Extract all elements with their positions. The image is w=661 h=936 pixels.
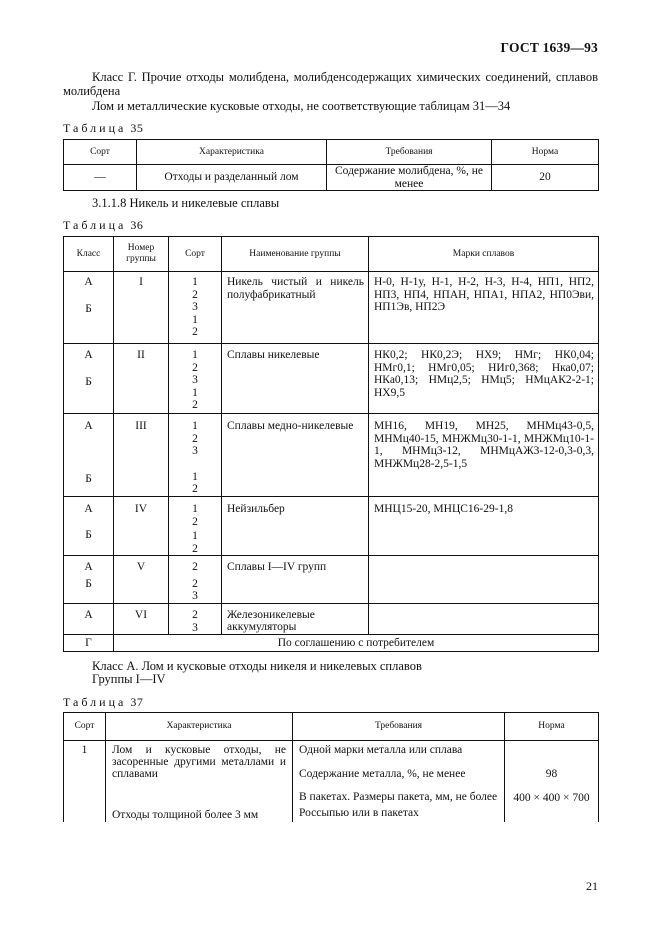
- t37-norm-cell: [505, 741, 599, 822]
- t37-requirements-cell: [293, 741, 505, 822]
- t36-sort-b-2: 2: [192, 326, 198, 338]
- t36-class-g: Г: [64, 635, 114, 652]
- t36-group-number: II: [114, 344, 169, 414]
- t36-row-group-6: [64, 604, 599, 635]
- t36-class-a: А: [84, 561, 93, 573]
- t36-sort-a-3: 3: [192, 445, 198, 457]
- t36-sort-a-2: 2: [192, 432, 198, 445]
- t36-class-a: А: [84, 276, 93, 288]
- t36-sort-b-1: 1: [192, 386, 198, 399]
- t36-sort-a-1: 2: [192, 561, 198, 573]
- t36-grades: МН16, МН19, МН25, МНМц43-0,5, МНМц40-15, МНЖМц30-1-1, МНЖМц10-1-1, МНМц3-12, МНМцАЖ3-12-0,3-0,3, МНЖМц28-2,5-1,5: [369, 414, 599, 497]
- t36-sort-a-2: 2: [192, 361, 198, 374]
- table-35-caption-number: 35: [130, 121, 144, 135]
- t36-sort-b-2: 2: [192, 483, 198, 495]
- t37-req-bulk: Россыпью или в пакетах: [299, 806, 419, 819]
- class-g-paragraph: Класс Г. Прочие отходы молибдена, молибденсодержащих химических соединений, сплавов молибдена: [63, 70, 598, 98]
- t36-grades: [369, 556, 599, 604]
- t37-norm-package: 400 × 400 × 700: [513, 791, 590, 804]
- t36-group-name: Сплавы никелевые: [222, 344, 369, 414]
- t36-group-name: Сплавы I—IV групп: [222, 556, 369, 604]
- t37-header-requirements: Требования: [293, 713, 505, 741]
- t36-sort-a-1: 1: [192, 420, 198, 432]
- t37-header-sort: Сорт: [64, 713, 106, 741]
- t36-sort-b-1: 2: [192, 577, 198, 590]
- t37-header-characteristic: Характеристика: [106, 713, 293, 741]
- t36-class-cell: [64, 497, 114, 556]
- t36-row-group-5: [64, 556, 599, 604]
- t37-sort-cell: 1: [64, 741, 106, 822]
- section-title: 3.1.1.8 Никель и никелевые сплавы: [92, 196, 280, 210]
- t36-sorts-cell: [169, 497, 222, 556]
- t36-sort-a-2: 2: [192, 288, 198, 301]
- table-36-caption-number: 36: [130, 218, 144, 232]
- t36-sorts-cell: [169, 604, 222, 635]
- t36-class-cell: [64, 414, 114, 497]
- t36-consumer-agreement: По соглашению с потребителем: [114, 635, 599, 652]
- t36-sort-b-1: 1: [192, 470, 198, 483]
- t36-sort-a-1: 1: [192, 276, 198, 288]
- t36-row-group-3: [64, 414, 599, 497]
- table-37-caption-number: 37: [130, 695, 144, 709]
- t36-class-b: Б: [85, 577, 92, 590]
- t36-grades: [369, 604, 599, 635]
- t36-group-number: III: [114, 414, 169, 497]
- t36-header-group: [114, 237, 169, 272]
- t36-header-grades: Марки сплавов: [369, 237, 599, 272]
- t36-group-number: VI: [114, 604, 169, 635]
- t37-header-norm: Норма: [505, 713, 599, 741]
- t36-row-class-g: [64, 635, 599, 652]
- t36-sort-a-1: 1: [192, 503, 198, 515]
- t37-req-single-grade: Одной марки металла или сплава: [299, 744, 463, 756]
- t36-sort-a-3: 3: [192, 374, 198, 386]
- t36-row-group-1: [64, 272, 599, 344]
- t37-req-package-size: В пакетах. Размеры пакета, мм, не более: [299, 791, 498, 803]
- t35-header-sort: Сорт: [64, 140, 137, 165]
- t36-sort-a-2: 2: [192, 515, 198, 528]
- t36-class-a: А: [84, 420, 93, 432]
- t36-class-b: Б: [85, 472, 92, 485]
- t36-grades: НК0,2; НК0,2Э; НХ9; НМг; НК0,04; НМг0,1; НМг0,05; НИг0,368; Нка0,07; НКа0,13; НМц2,5; НМц5; НМцАК2-2-1; НХ9,5: [369, 344, 599, 414]
- t35-header-requirements: Требования: [327, 140, 492, 165]
- t36-class-cell: [64, 272, 114, 344]
- t35-cell-characteristic: Отходы и разделанный лом: [137, 165, 327, 191]
- t36-sort-a-3: 3: [192, 301, 198, 313]
- t35-cell-norm: 20: [492, 165, 599, 191]
- t36-class-a: А: [84, 349, 93, 361]
- t37-char-scrap: Лом и кусковые отходы, не засоренные другими металлами и сплавами: [112, 744, 286, 780]
- t36-group-number: V: [114, 556, 169, 604]
- t36-header-group-text: Номер группы: [126, 243, 156, 264]
- class-a-groups: Группы I—IV: [92, 672, 166, 686]
- page-number: 21: [586, 879, 598, 893]
- t36-class-a: А: [84, 609, 93, 621]
- t36-sort-b-1: 1: [192, 530, 198, 542]
- table-36-caption: [63, 218, 143, 233]
- standard-header: ГОСТ 1639—93: [500, 40, 598, 55]
- t37-row-sort-1: [64, 741, 599, 822]
- t36-sort-b-2: 2: [192, 399, 198, 411]
- t36-sort-b-2: 2: [192, 542, 198, 555]
- t35-header-norm: Норма: [492, 140, 599, 165]
- t37-characteristic-cell: [106, 741, 293, 822]
- t36-sort-a-1: 1: [192, 349, 198, 361]
- t36-grades: Н-0, Н-1у, Н-1, Н-2, Н-3, Н-4, НП1, НП2, НП3, НП4, НПАН, НПА1, НПА2, НП0Эви, НП1Эв, НП2Э: [369, 272, 599, 344]
- t36-header-sort: Сорт: [169, 237, 222, 272]
- t37-norm-content: 98: [545, 768, 558, 780]
- t36-class-a: А: [84, 503, 93, 515]
- t35-cell-sort: —: [64, 165, 137, 191]
- table-35-caption: [63, 121, 143, 136]
- t36-sorts-cell: [169, 556, 222, 604]
- table-36: [63, 236, 599, 652]
- t36-group-number: IV: [114, 497, 169, 556]
- t36-group-name: Железоникелевые аккумуляторы: [222, 604, 369, 635]
- scrap-paragraph: Лом и металлические кусковые отходы, не соответствующие таблицам 31—34: [92, 99, 511, 113]
- table-36-caption-label: Таблица: [63, 218, 127, 232]
- t36-sort-b-2: 3: [192, 590, 198, 602]
- t36-group-number: I: [114, 272, 169, 344]
- t36-sorts-cell: [169, 344, 222, 414]
- t36-group-name: Нейзильбер: [222, 497, 369, 556]
- t36-class-b: Б: [85, 528, 92, 541]
- t36-class-b: Б: [85, 302, 92, 315]
- t35-cell-requirements: Содержание молибдена, %, не менее: [327, 165, 492, 191]
- t36-class-b: Б: [85, 375, 92, 388]
- t36-sort-a-1: 2: [192, 609, 198, 621]
- table-37-caption: [63, 695, 143, 710]
- t36-row-group-4: [64, 497, 599, 556]
- table-37-caption-label: Таблица: [63, 695, 127, 709]
- t36-class-cell: [64, 556, 114, 604]
- t36-sorts-cell: [169, 414, 222, 497]
- t37-char-thickness: Отходы толщиной более 3 мм: [112, 809, 259, 821]
- t36-header-name: Наименование группы: [222, 237, 369, 272]
- t36-row-group-2: [64, 344, 599, 414]
- t35-header-characteristic: Характеристика: [137, 140, 327, 165]
- table-37: [63, 712, 599, 822]
- t36-group-name: Сплавы медно-никелевые: [222, 414, 369, 497]
- t36-sort-b-1: 1: [192, 313, 198, 326]
- t36-sort-a-2: 3: [192, 621, 198, 634]
- t36-header-class: Класс: [64, 237, 114, 272]
- t37-req-metal-content: Содержание металла, %, не менее: [299, 767, 466, 780]
- table-35-caption-label: Таблица: [63, 121, 127, 135]
- t36-group-name: Никель чистый и никель полуфабрикатный: [222, 272, 369, 344]
- t36-sorts-cell: [169, 272, 222, 344]
- table-35: [63, 139, 599, 191]
- t36-grades: МНЦ15-20, МНЦС16-29-1,8: [369, 497, 599, 556]
- t36-class-cell: [64, 344, 114, 414]
- t36-class-cell: [64, 604, 114, 635]
- class-a-title: Класс А. Лом и кусковые отходы никеля и никелевых сплавов: [92, 659, 422, 673]
